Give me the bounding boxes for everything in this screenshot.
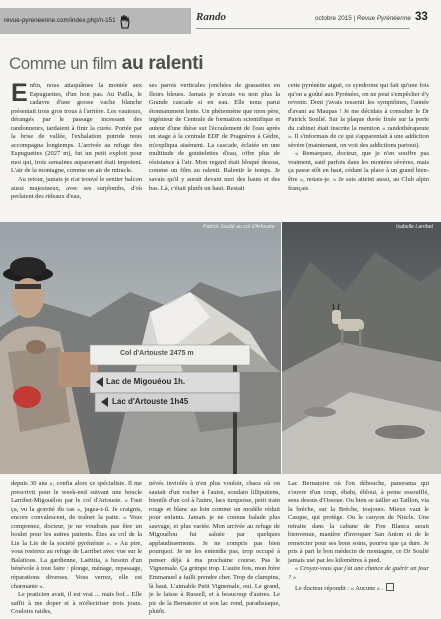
section-title: Rando bbox=[196, 11, 226, 23]
article-photos bbox=[0, 222, 441, 474]
photo-credit-1: Patrick Soulié au col d'Artouste bbox=[203, 224, 275, 230]
issue-date: octobre 2015 | Revue Pyrénéenne bbox=[315, 15, 411, 22]
magazine-url[interactable]: revue-pyreneenne.com/index.php/n-151 bbox=[4, 17, 116, 24]
sign-lac-migouelou: Lac de Migouéou 1h. bbox=[106, 377, 186, 386]
photo-credit-2: Isabelle Larribet bbox=[396, 224, 433, 230]
photo-illustration bbox=[0, 222, 441, 474]
hand-icon bbox=[119, 13, 131, 29]
end-of-article-mark bbox=[386, 583, 394, 591]
article-column-3: cette pyrénéite aiguë, ce syndrome qui fait qu'une fois qu'on a goûté aux Pyrénées, on ne peut s'empêcher d'y revenir. Dont j'avais ressenti les symptômes, l'année d'avant au Maupas ! Je me décidais à consulter le Dr Patrick Soulié. Sur la plaque dorée fixée sur la porte du cabinet était inscrite la mention « randothérapeute ». Il s'informais de ce qui s'apparentait à une addiction sévère (maintenant, on voit des addictions partout). « Remarquez, docteur, que je n'en souffre pas vraiment, sauf parfois dans les montées sévères, mais ça passe stôt en haut, cédant la place à un grand bien-être », notais-je. « Je suis atteint aussi, au Club alpin français bbox=[288, 82, 429, 192]
article-title: Comme un film au ralenti bbox=[9, 53, 204, 74]
sign-col-artouste: Col d'Artouste 2475 m bbox=[120, 350, 194, 357]
article-column-4: depuis 30 ans », confia alors ce spécialiste. Il me prescrivit pour le week-end suivant une boucle Larribet-Migouélou par le col d'Artouste. « Faut ça, vu la gravité du cas », jugea-t-il. Je craignis, encore convalescent, de traîner la patte. « Vous comprenez, docteur, je ne voudrais pas être un boulet pour les autres patients. Êtes au col de la Lie la Lie de la société pyrénéiste ». « Au pire, vous resterez au refuge de Larribet avec vue sur le Balaïtous. La gardienne, Laëtitia, a besoin d'un bénévole à tout faire : plonge, ménage, repassage, réparations diverses. Vous verrez, elle est charmante ». Le praticien avait, il est vrai ... mais bof... Elle suffit à me doper et à m'électriser trois jours. Couloirs raides, bbox=[11, 480, 142, 616]
page-number: 33 bbox=[415, 11, 428, 23]
article-column-5: névés inviolés à n'en plus vouloir, chaos où on sautait d'un rocher à l'autre, soudain lilliputiens, bientôt d'un col à l'autre, lacs turquoise, petit train rouge et blanc au loin comme un modèle réduit pour enfants. Jamais je ne connus balade plus sauvage, et plus variée. Mon arrivée au refuge de Migouélou fut saluée par quelques applaudissements. Je ne compris pas bien pourquoi. Je ne les entendis pas, trop occupé à penser déjà à ma prochaine course. Pas le Vignemale. Ça grimpe trop. L'autre fois, mon frère Emmanuel a failli prendre cher. Trop de clampins, là haut. L'aimable Petit Vignemale, oui. Le grand, je le laisse à Russell, et à beaucoup d'autres. Le pic de la Bernatoire et son lac rond, paradisiaque, plutôt. bbox=[149, 480, 280, 616]
article-column-6: Lac Bernatoire où l'on débouche, panorama qui s'ouvre d'un coup, ébahi, ébloui, à peine essoufflé, sens dessus d'Ossoue. Ou bien se tailler au Taillon, via la brèche, sur la Brèche, toujours. Mieux vaut le Casque, qui protège. Ou le canyon de Niscle. Une retraite dans la cabane de Fon Blanca serait bienvenue, manière d'invoquer San Anton et de le remercier pour ses bons soins, pourvu que ça dure. Je pris à part le bon médecin de montagne, ce Dr Soulié jamais usé par les kilomètres à pied. « Croyez-vous que j'ai une chance de guérir un jour ? » Le docteur répondit : « Aucune » . bbox=[288, 480, 429, 592]
article-column-1: Enfin, nous attaquâmes la montée aux Espuguettes, d'un bon pas. Au Pailla, le cadavre d'une grosse vache blanche présentait trois gros trous à l'arrière. Les vautours, dérangés par le passage incessant des randonneurs, tardaient à finir la curée. Portée par la brise de vallée, l'exhalation putride nous accompagna longtemps. L'arrivée au refuge des Espuguettes (2027 m), fut un petit exploit pour moi qui, trois semaines auparavant était impotent. L'air de la montagne, comme un air de miracle. Au retour, jamais je n'ai trouvé le sentier balcon aussi majestueux, avec ses surplombs, d'où perlaient des rideaux d'eau, bbox=[11, 79, 142, 201]
sign-lac-artouste: Lac d'Artouste 1h45 bbox=[112, 397, 189, 406]
article-column-2: ses parois verticales jonchées de grassettes en fleurs bleues. Jamais je n'avais vu non plus la Grande cascade si en eau. Elle nous parut étonnamment lente. Un phénomène que mon père, ingénieur de Centrale de formation scientifique et auteur d'une thèse sur l'écoulement de l'eau après un stage à la centrale EDF de Pragnères à Gèdre, m'expliqua aisément. La cascade, éclatée en une multitude de gouttelettes d'eau, offre plus de résistance à l'air. Mon regard était bloqué dessus, comme un film au ralenti. Ralentir le temps. Je savais qu'il y aurait devant moi des hauts et des bas. Là, c'était plutôt un haut. Restait bbox=[149, 82, 280, 192]
header-rule bbox=[196, 28, 410, 29]
drop-cap: E bbox=[11, 79, 28, 107]
page-header bbox=[0, 0, 441, 40]
